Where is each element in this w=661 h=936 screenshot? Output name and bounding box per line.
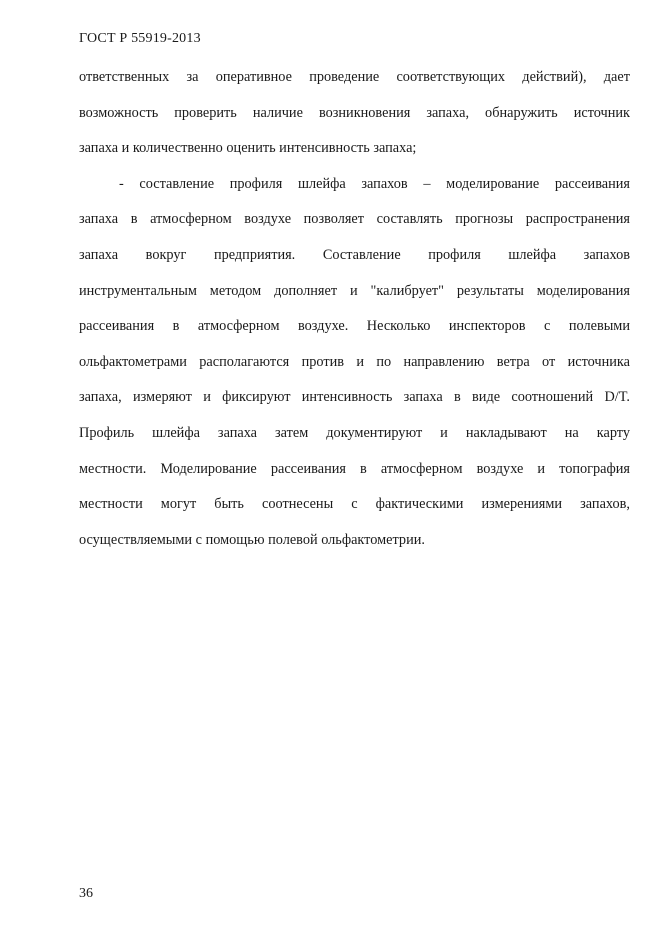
text-line: возможность проверить наличие возникновения запаха, обнаружить источник [79, 104, 630, 121]
document-header: ГОСТ Р 55919-2013 [79, 31, 201, 46]
list-item-line: - составление профиля шлейфа запахов – моделирование рассеивания [119, 175, 630, 192]
page-number: 36 [79, 886, 93, 901]
text-line: запаха в атмосферном воздухе позволяет составлять прогнозы распространения [79, 211, 630, 228]
text-line: инструментальным методом дополняет и "калибрует" результаты моделирования [79, 282, 630, 299]
text-line: осуществляемыми с помощью полевой ольфактометрии. [79, 531, 425, 548]
body-text [79, 60, 630, 558]
text-line: ответственных за оперативное проведение соответствующих действий), дает [79, 69, 630, 85]
text-line: запаха вокруг предприятия. Составление профиля шлейфа запахов [79, 246, 630, 263]
text-line: местности. Моделирование рассеивания в атмосферном воздухе и топография [79, 460, 630, 477]
text-line: Профиль шлейфа запаха затем документируют и накладывают на карту [79, 424, 630, 441]
text-line: ольфактометрами располагаются против и по направлению ветра от источника [79, 353, 630, 370]
text-line: рассеивания в атмосферном воздухе. Несколько инспекторов с полевыми [79, 318, 630, 335]
text-line: запаха, измеряют и фиксируют интенсивность запаха в виде соотношений D/T. [79, 389, 630, 406]
text-line: местности могут быть соотнесены с фактическими измерениями запахов, [79, 496, 630, 513]
text-line: запаха и количественно оценить интенсивность запаха; [79, 140, 417, 157]
